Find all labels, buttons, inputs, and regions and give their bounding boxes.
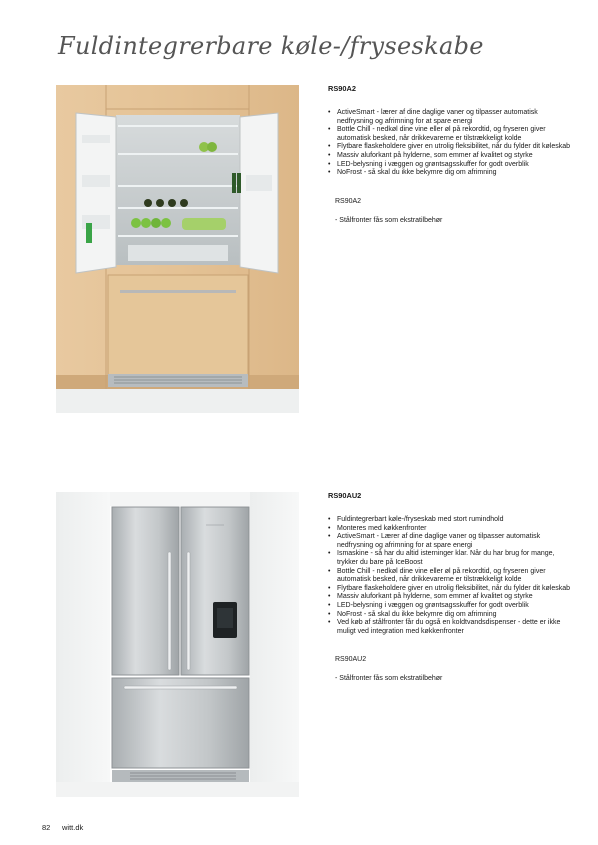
feature-item: • Flytbare flaskeholdere giver en utrolig fleksibilitet, når du fylder dit køleskab (328, 143, 573, 152)
page-title: Fuldintegrerbare køle-/fryseskabe (58, 32, 484, 60)
feature-list (328, 516, 573, 636)
product-image-rs90a2 (56, 85, 299, 413)
accessory-note: - Stålfronter fås som ekstratilbehør (335, 216, 443, 224)
feature-list (328, 109, 573, 178)
feature-item: • ActiveSmart - lærer af dine daglige vaner og tilpasser automatisk nedfrysning og afrimning for at spare energi (328, 109, 573, 126)
product-model: RS90A2 (328, 84, 356, 93)
site-name: witt.dk (62, 823, 84, 832)
product-image-rs90au2 (56, 492, 299, 797)
product-rs90au2 (328, 491, 573, 682)
feature-item: • NoFrost - så skal du ikke bekymre dig om afrimning (328, 169, 573, 178)
feature-item: • LED-belysning i væggen og grøntsagsskuffer for godt overblik (328, 161, 573, 170)
feature-item: • Massiv aluforkant på hylderne, som emmer af kvalitet og styrke (328, 593, 573, 602)
product-model: RS90AU2 (328, 491, 362, 500)
model-repeat: RS90A2 (335, 197, 362, 205)
feature-item: • Bottle Chill - nedkøl dine vine eller øl på rekordtid, og fryseren giver automatisk besked, når drikkevarerne er tilstrækkeligt kolde (328, 126, 573, 143)
model-repeat: RS90AU2 (335, 656, 367, 664)
feature-item: • Ved køb af stålfronter får du også en koldtvandsdispenser - dette er ikke muligt ved integration med køkkenfronter (328, 619, 573, 636)
feature-item: • Flytbare flaskeholdere giver en utrolig fleksibilitet, når du fylder dit køleskab (328, 585, 573, 594)
product-rs90a2 (328, 84, 573, 224)
feature-item: • Bottle Chill - nedkøl dine vine eller øl på rekordtid, og fryseren giver automatisk besked, når drikkevarerne er tilstrækkeligt kolde (328, 568, 573, 585)
feature-item: • NoFrost - så skal du ikke bekymre dig om afrimning (328, 611, 573, 620)
feature-item: • LED-belysning i væggen og grøntsagsskuffer for godt overblik (328, 602, 573, 611)
feature-item: • Ismaskine - så har du altid isterninger klar. Når du har brug for mange, trykker du bare på IceBoost (328, 550, 573, 567)
accessory-note: - Stålfronter fås som ekstratilbehør (335, 675, 443, 683)
page-number: 82 (42, 823, 51, 832)
feature-item: • Massiv aluforkant på hylderne, som emmer af kvalitet og styrke (328, 152, 573, 161)
fridge-open-illustration (56, 85, 299, 413)
feature-item: • Monteres med køkkenfronter (328, 525, 573, 534)
feature-item: • Fuldintegrerbart køle-/fryseskab med stort rumindhold (328, 516, 573, 525)
feature-item: • ActiveSmart - Lærer af dine daglige vaner og tilpasser automatisk nedfrysning og afrimning for at spare energi (328, 533, 573, 550)
fridge-steel-illustration (56, 492, 299, 797)
